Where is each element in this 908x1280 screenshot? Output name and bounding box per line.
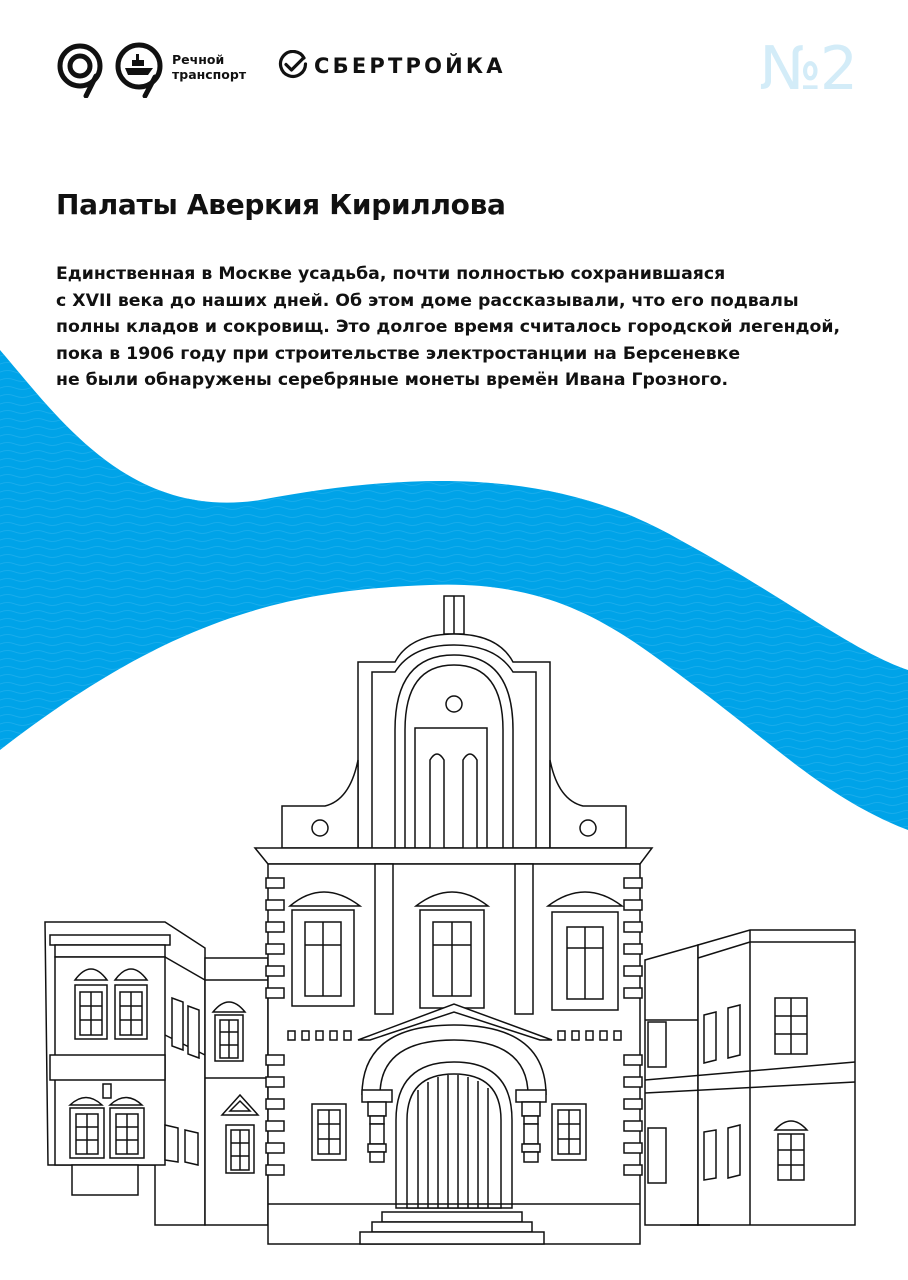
building-line-drawing <box>0 580 908 1260</box>
river-transport-line-1: Речной <box>172 52 225 67</box>
right-wing <box>645 930 855 1225</box>
sbertroika-logo-text: СБЕРТРОЙКА <box>314 54 506 78</box>
issue-number: №2 <box>759 34 856 104</box>
description-line: пока в 1906 году при строительстве электростанции на Берсеневке <box>56 343 741 364</box>
header <box>56 42 856 102</box>
left-wing <box>45 922 268 1225</box>
description-text <box>56 261 840 394</box>
river-transport-line-2: транспорт <box>172 67 247 82</box>
description-line: с XVII века до наших дней. Об этом доме рассказывали, что его подвалы <box>56 290 799 311</box>
central-block <box>255 848 652 1244</box>
description-line: Единственная в Москве усадьба, почти полностью сохранившаяся <box>56 264 726 284</box>
boat-logo-icon <box>114 42 166 98</box>
transport-logo-icon <box>56 42 106 98</box>
tower-top <box>282 596 626 848</box>
checkmark-circle-icon <box>278 50 308 80</box>
page-title: Палаты Аверкия Кириллова <box>56 188 506 221</box>
description-line: полны кладов и сокровищ. Это долгое время считалось городской легендой, <box>56 317 841 338</box>
river-transport-label <box>172 52 246 82</box>
description-line: не были обнаружены серебряные монеты времён Ивана Грозного. <box>56 370 729 391</box>
